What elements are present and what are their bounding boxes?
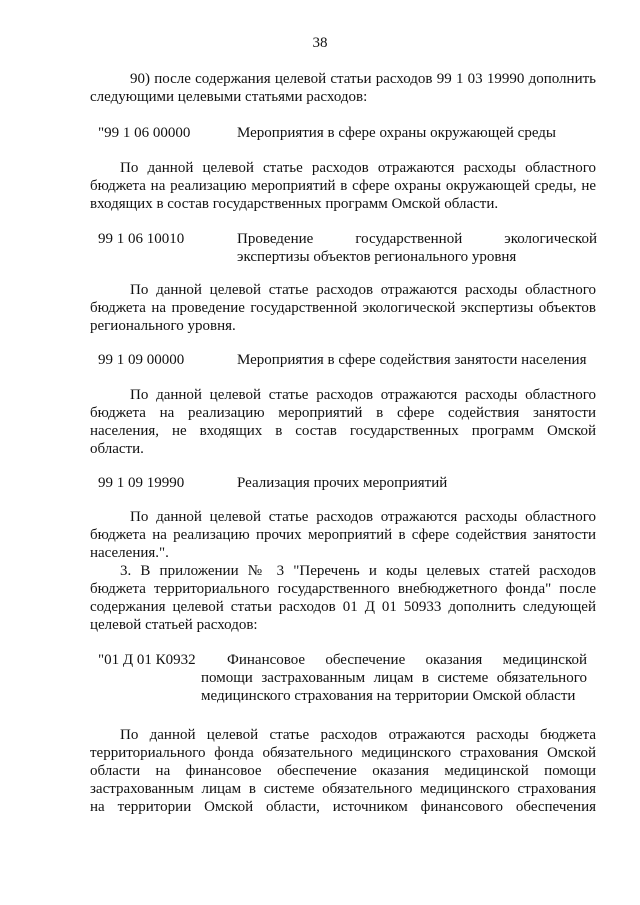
section-line: содержания целевой статьи расходов 01 Д 01 50933 дополнить следующей: [90, 599, 596, 615]
article-title: медицинского страхования на территории Омской области: [201, 688, 576, 704]
article-description-line: на территории Омской области, источником финансового обеспечения: [90, 799, 596, 815]
article-title: помощи застрахованным лицам в системе обязательного: [201, 670, 587, 686]
article-description-line: области на финансовое обеспечение оказания медицинской помощи: [90, 763, 596, 779]
article-description-line: По данной целевой статье расходов отражаются расходы бюджета: [120, 727, 596, 743]
intro-line: следующими целевыми статьями расходов:: [90, 89, 368, 105]
article-code: 99 1 09 00000: [98, 352, 185, 368]
article-description-line: входящих в состав государственных программ Омской области.: [90, 196, 499, 212]
article-title: Мероприятия в сфере охраны окружающей среды: [237, 125, 557, 141]
article-description-line: По данной целевой статье расходов отражаются расходы областного: [130, 282, 596, 298]
article-title: Проведение государственной экологической: [237, 231, 597, 247]
intro-line: 90) после содержания целевой статьи расходов 99 1 03 19990 дополнить: [130, 71, 596, 87]
article-code: 99 1 09 19990: [98, 475, 185, 491]
article-description-line: По данной целевой статье расходов отражаются расходы областного: [130, 509, 596, 525]
article-description-line: территориального фонда обязательного медицинского страхования Омской: [90, 745, 596, 761]
article-description-line: По данной целевой статье расходов отражаются расходы областного: [120, 160, 596, 176]
article-code: "99 1 06 00000: [98, 125, 191, 141]
article-code: 99 1 06 10010: [98, 231, 185, 247]
article-description-line: По данной целевой статье расходов отражаются расходы областного: [130, 387, 596, 403]
article-title: экспертизы объектов регионального уровня: [237, 249, 517, 265]
page-number: 38: [312, 35, 328, 51]
article-description-line: застрахованным лицам в системе обязательного медицинского страхования: [90, 781, 596, 797]
article-description-line: бюджета на проведение государственной экологической экспертизы объектов: [90, 300, 596, 316]
article-description-line: бюджета на реализацию мероприятий в сфере содействия занятости: [90, 405, 596, 421]
article-description-line: населения, не входящих в состав государственных программ Омской: [90, 423, 596, 439]
section-line: 3. В приложении № 3 "Перечень и коды целевых статей расходов: [120, 563, 596, 579]
article-description-line: бюджета на реализацию прочих мероприятий в сфере содействия занятости: [90, 527, 596, 543]
article-title: Финансовое обеспечение оказания медицинской: [227, 652, 587, 668]
section-line: бюджета территориального государственного внебюджетного фонда" после: [90, 581, 596, 597]
article-description-line: бюджета на реализацию мероприятий в сфере охраны окружающей среды, не: [90, 178, 596, 194]
article-title: Реализация прочих мероприятий: [237, 475, 448, 491]
article-description-line: населения.".: [90, 545, 169, 561]
article-code: "01 Д 01 К0932: [98, 652, 196, 668]
section-line: целевой статьей расходов:: [90, 617, 258, 633]
article-title: Мероприятия в сфере содействия занятости населения: [237, 352, 587, 368]
article-description-line: области.: [90, 441, 144, 457]
article-description-line: регионального уровня.: [90, 318, 236, 334]
